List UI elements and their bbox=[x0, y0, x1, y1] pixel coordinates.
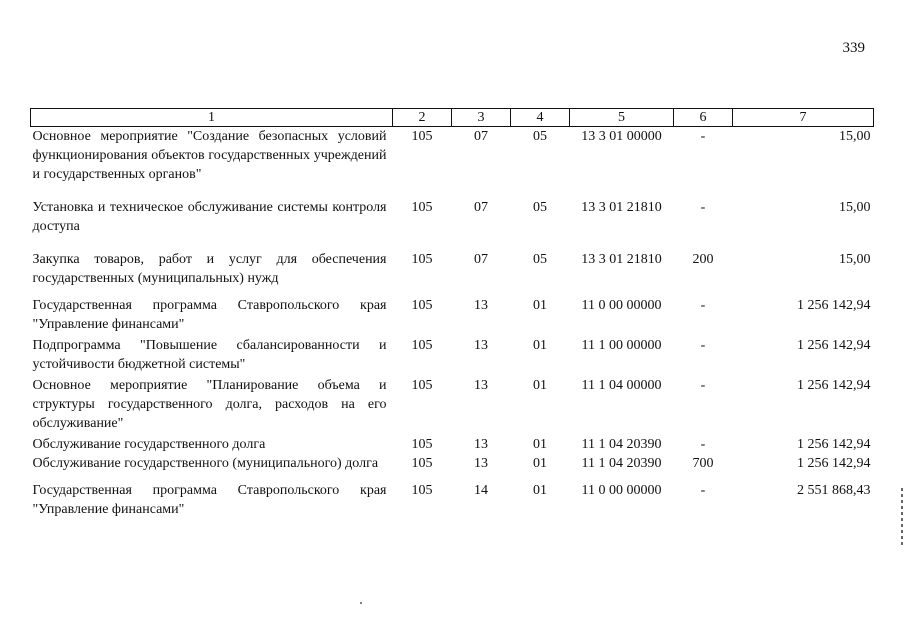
table-row bbox=[31, 454, 874, 481]
column-header-6: 6 bbox=[674, 109, 733, 127]
row-expense-type: - bbox=[700, 338, 706, 353]
row-name: Закупка товаров, работ и услуг для обеспечения государственных (муниципальных) нужд bbox=[32, 252, 387, 286]
row-amount: 15,00 bbox=[839, 252, 871, 267]
row-section-code: 14 bbox=[474, 483, 488, 498]
table-header-row bbox=[31, 109, 874, 127]
row-amount: 2 551 868,43 bbox=[797, 483, 871, 498]
row-amount: 15,00 bbox=[839, 129, 871, 144]
row-expense-type: - bbox=[700, 483, 706, 498]
row-name: Подпрограмма "Повышение сбалансированности и устойчивости бюджетной системы" bbox=[32, 338, 387, 372]
table-row bbox=[31, 296, 874, 336]
row-target-article: 11 0 00 00000 bbox=[581, 298, 662, 313]
row-amount: 1 256 142,94 bbox=[797, 338, 871, 353]
row-section-code: 13 bbox=[474, 456, 488, 471]
row-expense-type: - bbox=[700, 437, 706, 452]
column-header-3: 3 bbox=[452, 109, 511, 127]
table-row bbox=[31, 481, 874, 519]
row-target-article: 13 3 01 21810 bbox=[581, 252, 662, 267]
row-subsection-code: 01 bbox=[533, 298, 547, 313]
row-ministry-code: 105 bbox=[411, 298, 433, 313]
row-section-code: 07 bbox=[474, 200, 488, 215]
table-row bbox=[31, 435, 874, 454]
row-subsection-code: 05 bbox=[533, 252, 547, 267]
row-name: Обслуживание государственного (муниципального) долга bbox=[32, 456, 379, 471]
scan-edge-artifact bbox=[901, 488, 903, 548]
row-section-code: 13 bbox=[474, 437, 488, 452]
row-subsection-code: 01 bbox=[533, 378, 547, 393]
table-row bbox=[31, 127, 874, 199]
column-header-2: 2 bbox=[393, 109, 452, 127]
row-name: Государственная программа Ставропольского края "Управление финансами" bbox=[32, 298, 387, 332]
row-expense-type: - bbox=[700, 298, 706, 313]
column-header-5: 5 bbox=[570, 109, 674, 127]
column-header-7: 7 bbox=[733, 109, 874, 127]
table-row bbox=[31, 376, 874, 435]
table-row bbox=[31, 198, 874, 250]
row-target-article: 11 0 00 00000 bbox=[581, 483, 662, 498]
row-target-article: 13 3 01 21810 bbox=[581, 200, 662, 215]
row-subsection-code: 05 bbox=[533, 129, 547, 144]
row-section-code: 13 bbox=[474, 338, 488, 353]
row-subsection-code: 01 bbox=[533, 338, 547, 353]
row-target-article: 13 3 01 00000 bbox=[581, 129, 662, 144]
row-expense-type: 200 bbox=[692, 252, 714, 267]
row-expense-type: - bbox=[700, 200, 706, 215]
row-expense-type: - bbox=[700, 378, 706, 393]
row-amount: 1 256 142,94 bbox=[797, 378, 871, 393]
row-ministry-code: 105 bbox=[411, 252, 433, 267]
row-target-article: 11 1 04 00000 bbox=[581, 378, 662, 393]
row-amount: 1 256 142,94 bbox=[797, 456, 871, 471]
column-header-1: 1 bbox=[31, 109, 393, 127]
row-section-code: 13 bbox=[474, 298, 488, 313]
table-row bbox=[31, 336, 874, 376]
row-amount: 15,00 bbox=[839, 200, 871, 215]
row-ministry-code: 105 bbox=[411, 483, 433, 498]
row-ministry-code: 105 bbox=[411, 338, 433, 353]
row-amount: 1 256 142,94 bbox=[797, 437, 871, 452]
row-ministry-code: 105 bbox=[411, 437, 433, 452]
row-name: Основное мероприятие "Создание безопасных условий функционирования объектов государственных учреждений и государственных органов" bbox=[32, 129, 387, 182]
budget-table bbox=[30, 108, 874, 519]
row-ministry-code: 105 bbox=[411, 129, 433, 144]
row-name: Обслуживание государственного долга bbox=[32, 437, 266, 452]
row-subsection-code: 01 bbox=[533, 456, 547, 471]
row-section-code: 07 bbox=[474, 129, 488, 144]
table-row bbox=[31, 250, 874, 296]
row-target-article: 11 1 04 20390 bbox=[581, 456, 662, 471]
row-section-code: 07 bbox=[474, 252, 488, 267]
page-number: 339 bbox=[842, 40, 865, 56]
row-expense-type: - bbox=[700, 129, 706, 144]
row-target-article: 11 1 04 20390 bbox=[581, 437, 662, 452]
column-header-4: 4 bbox=[511, 109, 570, 127]
row-target-article: 11 1 00 00000 bbox=[581, 338, 662, 353]
row-amount: 1 256 142,94 bbox=[797, 298, 871, 313]
row-name: Основное мероприятие "Планирование объема и структуры государственного долга, расходов на его обслуживание" bbox=[32, 378, 387, 431]
row-subsection-code: 01 bbox=[533, 483, 547, 498]
row-ministry-code: 105 bbox=[411, 200, 433, 215]
row-subsection-code: 05 bbox=[533, 200, 547, 215]
row-section-code: 13 bbox=[474, 378, 488, 393]
row-name: Установка и техническое обслуживание системы контроля доступа bbox=[32, 200, 387, 234]
row-name: Государственная программа Ставропольского края "Управление финансами" bbox=[32, 483, 387, 517]
scan-speck bbox=[360, 602, 362, 604]
row-expense-type: 700 bbox=[692, 456, 714, 471]
row-ministry-code: 105 bbox=[411, 456, 433, 471]
row-ministry-code: 105 bbox=[411, 378, 433, 393]
row-subsection-code: 01 bbox=[533, 437, 547, 452]
